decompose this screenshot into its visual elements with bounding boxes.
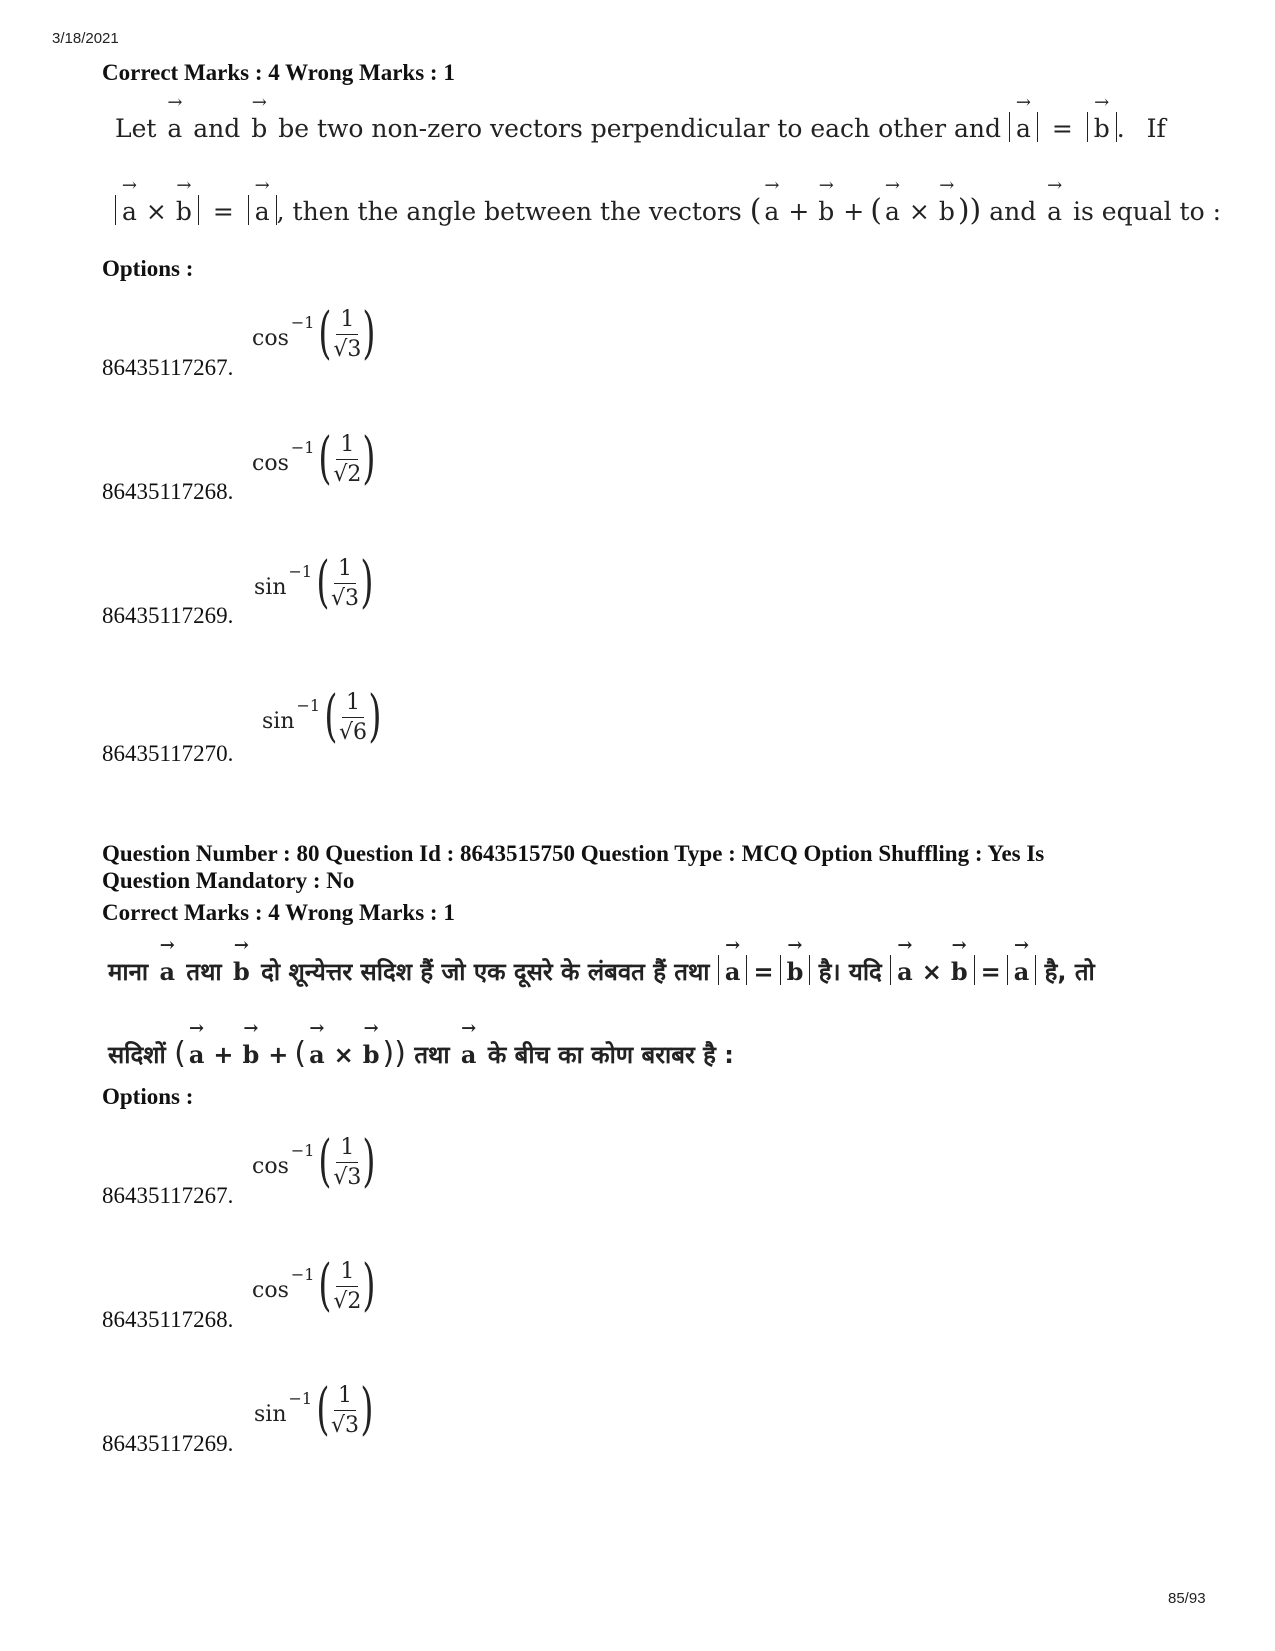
option-expression: cos −1 ( $\frac{1}{√3}$ ) bbox=[252, 301, 376, 366]
marks-line: Correct Marks : 4 Wrong Marks : 1 bbox=[102, 900, 455, 925]
question-text-line-2: → a ×→ b = → a , then the angle between the vectors (→ a +→ b + (→ a ×→ b )) and → a is equal to : bbox=[115, 193, 1221, 228]
option-id: 86435117267. bbox=[102, 355, 234, 380]
option-expression: cos −1 ( $\frac{1}{√2}$ ) bbox=[252, 426, 376, 491]
question-text-hindi-line-1: माना → a तथा → b दो शून्येत्तर सदिश हैं जो एक दूसरे के लंबवत हैं तथा → a =→ b है। यदि → a ×→ b =→ a है, तो bbox=[108, 955, 1095, 988]
page-number: 85/93 bbox=[1168, 1590, 1206, 1607]
magnitude-cross: → a ×→ b bbox=[115, 195, 199, 225]
vector-b: → b bbox=[248, 114, 270, 143]
options-label: Options : bbox=[102, 256, 194, 281]
option-id: 86435117270. bbox=[102, 741, 234, 766]
option-expression: cos −1 ( $\frac{1}{√2}$ ) bbox=[252, 1253, 376, 1318]
option-id: 86435117268. bbox=[102, 479, 234, 504]
magnitude-a: → a bbox=[248, 195, 277, 225]
magnitude-a: → a bbox=[1009, 112, 1038, 142]
magnitude-b: → b bbox=[1087, 112, 1117, 142]
option-id: 86435117269. bbox=[102, 1431, 234, 1456]
vector-a: → a bbox=[164, 114, 185, 143]
question-meta-line-1: Question Number : 80 Question Id : 8643515750 Question Type : MCQ Option Shuffling : Yes Is bbox=[102, 841, 1045, 866]
option-expression: sin −1 ( $\frac{1}{√3}$ ) bbox=[254, 1377, 374, 1442]
question-meta-line-2: Question Mandatory : No bbox=[102, 868, 355, 893]
marks-line: Correct Marks : 4 Wrong Marks : 1 bbox=[102, 60, 455, 85]
option-expression: sin −1 ( $\frac{1}{√3}$ ) bbox=[254, 550, 374, 615]
question-text-hindi-line-2: सदिशों (→ a +→ b + (→ a ×→ b )) तथा → a के बीच का कोण बराबर है : bbox=[108, 1036, 734, 1071]
options-label: Options : bbox=[102, 1084, 194, 1109]
option-id: 86435117269. bbox=[102, 603, 234, 628]
print-date: 3/18/2021 bbox=[52, 30, 119, 47]
option-id: 86435117267. bbox=[102, 1183, 234, 1208]
option-expression: cos −1 ( $\frac{1}{√3}$ ) bbox=[252, 1129, 376, 1194]
option-id: 86435117268. bbox=[102, 1307, 234, 1332]
question-text-line-1: Let → a and → b be two non-zero vectors perpendicular to each other and → a = → b . If bbox=[115, 112, 1166, 143]
option-expression: sin −1 ( $\frac{1}{√6}$ ) bbox=[262, 684, 382, 749]
